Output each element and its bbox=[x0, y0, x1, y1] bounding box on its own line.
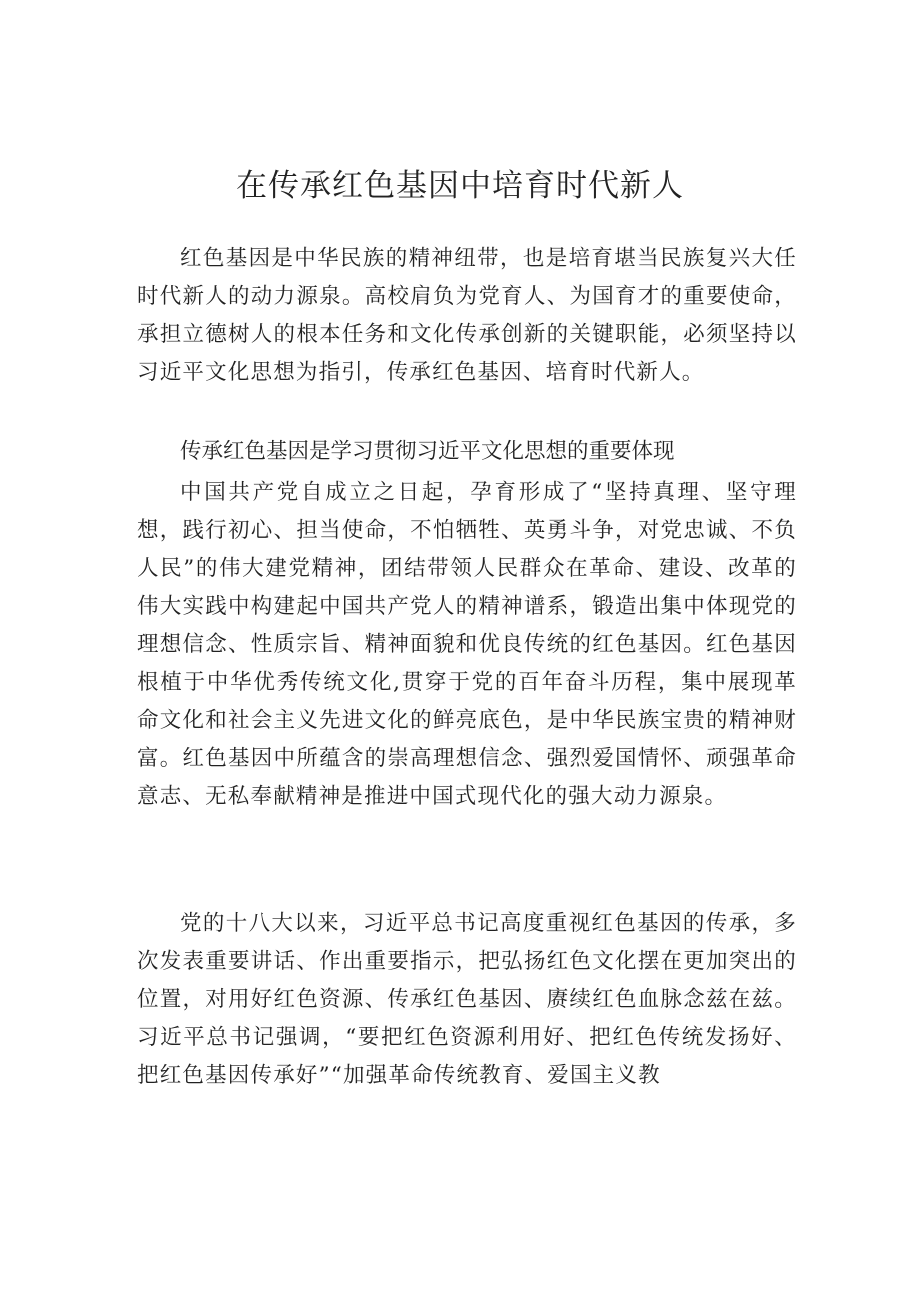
section-heading: 传承红色基因是学习贯彻习近平文化思想的重要体现 bbox=[180, 439, 675, 464]
document-title: 在传承红色基因中培育时代新人 bbox=[236, 168, 684, 204]
paragraph-intro: 红色基因是中华民族的精神纽带，也是培育堪当民族复兴大任时代新人的动力源泉。高校肩负为党育人、为国育才的重要使命，承担立德树人的根本任务和文化传承创新的关键职能，必须坚持以习近平文化思想为指引，传承红色基因、培育时代新人。 bbox=[137, 246, 797, 385]
paragraph-body: 党的十八大以来，习近平总书记高度重视红色基因的传承，多次发表重要讲话、作出重要指示，把弘扬红色文化摆在更加突出的位置，对用好红色资源、传承红色基因、赓续红色血脉念兹在兹。习近平总书记强调，“要把红色资源利用好、把红色传统发扬好、把红色基因传承好”“加强革命传统教育、爱国主义教 bbox=[137, 911, 797, 1088]
paragraph-body: 中国共产党自成立之日起，孕育形成了“坚持真理、坚守理想，践行初心、担当使命，不怕牺牲、英勇斗争，对党忠诚、不负人民”的伟大建党精神，团结带领人民群众在革命、建设、改革的伟大实践中构建起中国共产党人的精神谱系，锻造出集中体现党的理想信念、性质宗旨、精神面貌和优良传统的红色基因。红色基因根植于中华优秀传统文化,贯穿于党的百年奋斗历程，集中展现革命文化和社会主义先进文化的鲜亮底色，是中华民族宝贵的精神财富。红色基因中所蕴含的崇高理想信念、强烈爱国情怀、顽强革命意志、无私奉献精神是推进中国式现代化的强大动力源泉。 bbox=[137, 480, 797, 809]
